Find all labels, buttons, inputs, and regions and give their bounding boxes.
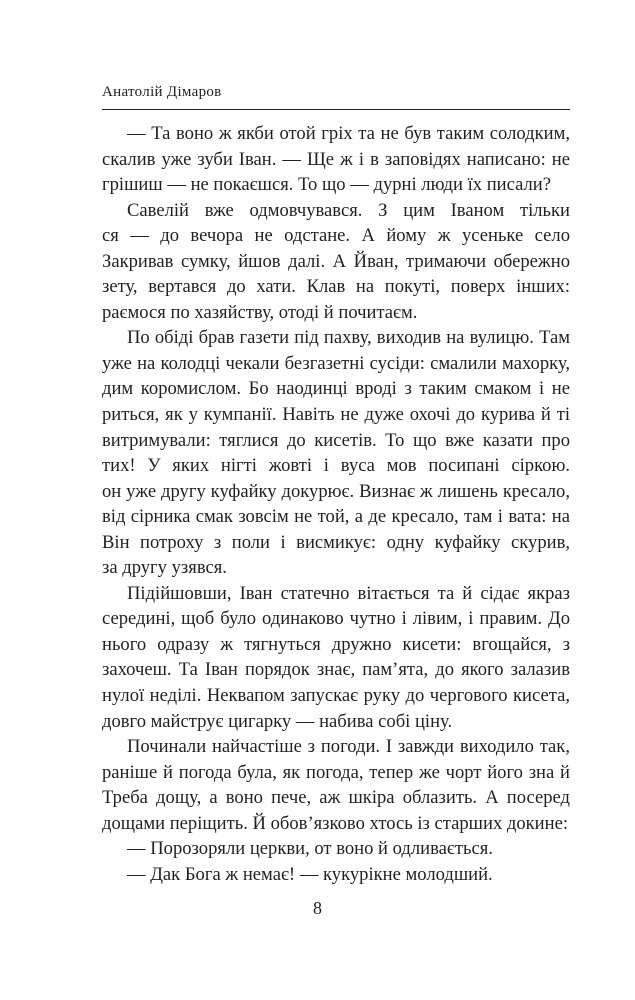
text-line: — Та воно ж якби отой гріх та не був таким солодким, [127,123,570,144]
text-line: від сірника смак зовсім не той, а де кресало, там і вата: на [102,506,570,528]
header-rule [102,109,570,110]
text-line: тих! У яких нігті жовті і вуса мов посипані сіркою. [102,455,570,477]
text-line: — Дак Бога ж немає! — кукурікне молодший. [127,863,493,885]
text-line: раємося по хазяйству, отоді й почитаєм. [102,301,418,323]
text-line: риться, як у кумпанії. Навіть не дуже охочі до курива й ті [102,404,570,426]
body-text [102,121,570,887]
text-line: раніше й погода була, як погода, тепер же чорт його зна й [102,761,570,783]
text-line: Підійшовши, Іван статечно вітається та й сідає якраз [127,582,570,604]
text-line: — Порозоряли церкви, от воно й одливається. [127,838,493,860]
text-line: Починали найчастіше з погоди. І завжди виходило так, [127,736,570,758]
text-line: По обіді брав газети під пахву, виходив на вулицю. Там [127,327,570,349]
text-line: Савелій вже одмовчувався. З цим Іваном тільки [127,199,570,221]
text-line: Треба дощу, а воно пече, аж шкіра облазить. А посеред [102,787,570,809]
text-line: он уже другу куфайку докурює. Визнає ж лишень кресало, [102,480,570,502]
text-line: за другу узявся. [102,557,227,579]
page-number: 8 [313,898,322,918]
text-line: середині, щоб було одинаково чутно і лівим, і правим. До [102,608,570,630]
text-line: нулої неділі. Неквапом запускає руку до чергового кисета, [102,685,570,707]
text-line: захочеш. Та Іван порядок знає, пам’ята, до якого залазив [102,659,570,681]
text-line: довго майструє цигарку — набива собі ціну. [102,710,453,732]
text-line: грішиш — не покаєшся. То що — дурні люди їх писали? [102,174,551,196]
text-line: витримували: тяглися до кисетів. То що вже казати про [102,429,570,451]
text-line: ся — до вечора не одстане. А йому ж усеньке село [102,225,570,247]
text-line: Він потроху з поли і висмикує: одну куфайку скурив, [102,531,570,553]
text-line: нього одразу ж тягнуться дружно кисети: вгощайся, з [102,633,570,655]
text-line: дощами періщить. Й обов’язково хтось із старших докине: [102,812,569,834]
text-line: Закривав сумку, йшов далі. А Йван, тримаючи обережно [102,250,570,272]
running-header: Анатолій Дімаров [102,84,222,100]
text-line: зету, вертався до хати. Клав на покуті, поверх інших: [102,276,570,298]
text-line: дим коромислом. Бо наодинці вроді з таким смаком і не [102,378,570,400]
text-line: уже на колодці чекали безгазетні сусіди: смалили махорку, [102,352,570,374]
text-line: скалив уже зуби Іван. — Ще ж і в заповідях написано: не [102,148,570,170]
